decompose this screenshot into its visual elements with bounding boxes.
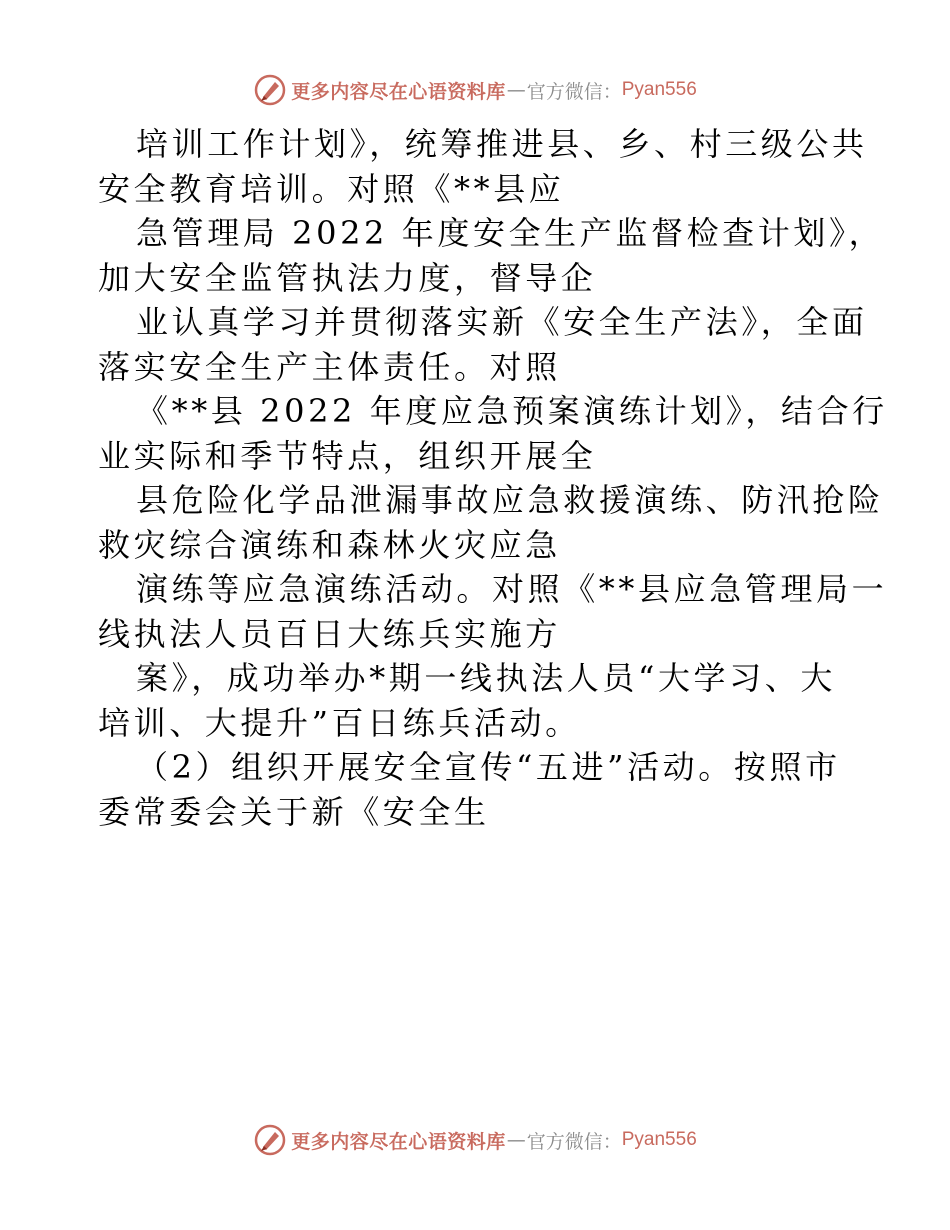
watermark-separator: — — [506, 79, 526, 101]
text-line: 培训工作计划》，统筹推进县、乡、村三级公共 — [136, 125, 868, 163]
pen-nib-logo-icon — [253, 1123, 287, 1157]
text-line: 落实安全生产主体责任。对照 — [98, 347, 561, 386]
watermark-label: 官方微信： — [526, 1130, 622, 1153]
text-line: 业认真学习并贯彻落实新《安全生产法》，全面 — [136, 303, 868, 341]
text-line: 案》，成功举办*期一线执法人员“大学习、大 — [136, 659, 836, 697]
text-line: 委常委会关于新《安全生 — [98, 792, 490, 831]
watermark-wechat-id: Pyan556 — [621, 1129, 697, 1150]
text-line: 县危险化学品泄漏事故应急救援演练、防汛抢险 — [136, 481, 884, 519]
text-line: 业实际和季节特点，组织开展全 — [98, 436, 597, 475]
document-body — [98, 122, 888, 834]
text-line: 演练等应急演练活动。对照《**县应急管理局一 — [136, 570, 888, 608]
text-line: 《**县 2022 年度应急预案演练计划》，结合行 — [136, 392, 888, 430]
header-watermark — [0, 73, 950, 107]
text-line: （2）组织开展安全宣传“五进”活动。按照市 — [136, 748, 841, 786]
text-line: 线执法人员百日大练兵实施方 — [98, 614, 561, 653]
watermark-label: 官方微信： — [526, 80, 622, 103]
pen-nib-logo-icon — [253, 73, 287, 107]
text-line: 急管理局 2022 年度安全生产监督检查计划》， — [136, 214, 885, 252]
watermark-brand: 更多内容尽在心语资料库 — [291, 1130, 506, 1153]
text-line: 培训、大提升”百日练兵活动。 — [98, 703, 581, 742]
text-line: 安全教育培训。对照《**县应 — [98, 169, 565, 208]
watermark-wechat-id: Pyan556 — [621, 79, 697, 100]
text-line: 加大安全监管执法力度，督导企 — [98, 258, 597, 297]
watermark-brand: 更多内容尽在心语资料库 — [291, 80, 506, 103]
footer-watermark — [0, 1123, 950, 1157]
text-line: 救灾综合演练和森林火灾应急 — [98, 525, 561, 564]
watermark-separator: — — [506, 1129, 526, 1151]
